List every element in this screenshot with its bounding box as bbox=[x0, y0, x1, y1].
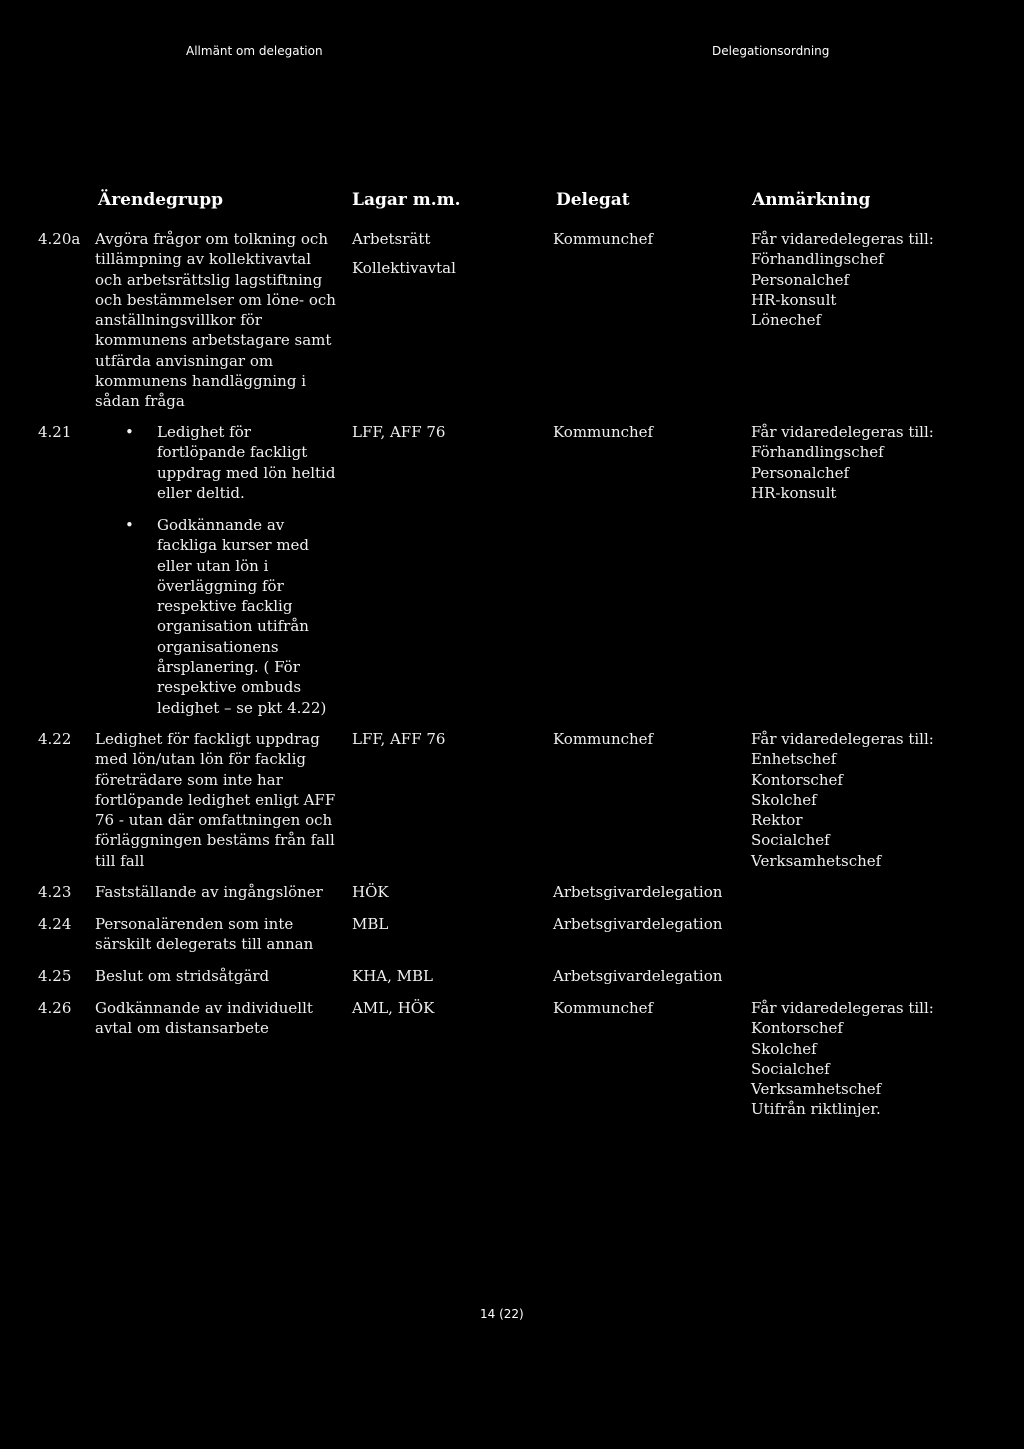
row-remark bbox=[751, 422, 934, 503]
row-description-line: fortlöpande ledighet enligt AFF bbox=[95, 790, 336, 809]
column-header-remark: Anmärkning bbox=[752, 190, 871, 210]
row-description-line: kommunens handläggning i bbox=[95, 372, 306, 391]
row-description-line: avtal om distansarbete bbox=[95, 1019, 269, 1038]
bullet-text-line: fortlöpande fackligt bbox=[157, 443, 308, 462]
row-remark-line: Förhandlingschef bbox=[751, 250, 884, 269]
row-description-line: utfärda anvisningar om bbox=[95, 351, 274, 370]
row-description-line: Avgöra frågor om tolkning och bbox=[95, 230, 328, 248]
row-description-line: Beslut om stridsåtgärd bbox=[95, 967, 270, 985]
bullet-text-line: överläggning för bbox=[157, 576, 284, 595]
row-remark-line: Verksamhetschef bbox=[751, 851, 882, 870]
row-number: 4.25 bbox=[38, 967, 72, 985]
row-description-line: Fastställande av ingångslöner bbox=[95, 883, 323, 901]
row-delegate: Kommunchef bbox=[553, 999, 654, 1017]
column-header-group: Ärendegrupp bbox=[98, 190, 224, 210]
row-description-line: och arbetsrättslig lagstiftning bbox=[95, 270, 323, 289]
row-remark bbox=[751, 998, 934, 1120]
row-laws-line: LFF, AFF 76 bbox=[352, 730, 446, 748]
row-laws bbox=[352, 422, 445, 442]
row-description-line: sådan fråga bbox=[95, 392, 185, 411]
bullet-text-line: organisation utifrån bbox=[157, 617, 309, 636]
row-description-line: förläggningen bestäms från fall bbox=[95, 831, 335, 850]
row-delegate: Kommunchef bbox=[553, 230, 654, 248]
row-delegate: Kommunchef bbox=[553, 423, 654, 441]
column-header-laws: Lagar m.m. bbox=[352, 190, 461, 210]
row-description bbox=[95, 729, 335, 871]
row-description-line: kommunens arbetstagare samt bbox=[95, 331, 332, 350]
row-laws-line: KHA, MBL bbox=[352, 967, 433, 985]
row-remark-line: Skolchef bbox=[751, 1039, 817, 1058]
row-remark-line: Kontorschef bbox=[751, 770, 843, 789]
row-description-line: Ledighet för fackligt uppdrag bbox=[95, 730, 320, 748]
row-laws bbox=[352, 914, 388, 934]
row-remark-line: Personalchef bbox=[751, 270, 850, 289]
row-description-line: företrädare som inte har bbox=[95, 770, 283, 789]
column-header-delegate: Delegat bbox=[556, 190, 630, 210]
row-delegate: Kommunchef bbox=[553, 730, 654, 748]
row-description bbox=[95, 998, 313, 1039]
row-remark-line: Får vidaredelegeras till: bbox=[751, 999, 934, 1017]
row-remark-line: HR-konsult bbox=[751, 483, 837, 502]
row-number: 4.20a bbox=[38, 230, 81, 248]
row-description-line: med lön/utan lön för facklig bbox=[95, 750, 307, 769]
header-left: Allmänt om delegation bbox=[186, 44, 323, 58]
row-number: 4.26 bbox=[38, 999, 72, 1017]
bullet-text bbox=[157, 422, 335, 503]
row-description bbox=[95, 966, 269, 986]
row-description-line: och bestämmelser om löne- och bbox=[95, 290, 336, 309]
row-laws bbox=[352, 966, 433, 986]
row-laws bbox=[352, 729, 445, 749]
bullet-text-line: organisationens bbox=[157, 637, 279, 656]
row-number: 4.21 bbox=[38, 423, 72, 441]
row-number: 4.24 bbox=[38, 915, 72, 933]
row-description bbox=[95, 882, 323, 902]
row-remark-line: Lönechef bbox=[751, 311, 822, 330]
row-description-line: 76 - utan där omfattningen och bbox=[95, 811, 333, 830]
row-law: Arbetsrätt bbox=[352, 230, 431, 248]
row-remark-line: Enhetschef bbox=[751, 750, 837, 769]
row-remark-line: HR-konsult bbox=[751, 290, 837, 309]
bullet-text bbox=[157, 515, 326, 718]
row-laws-line: LFF, AFF 76 bbox=[352, 423, 446, 441]
bullet-icon: • bbox=[125, 423, 134, 441]
bullet-text-line: uppdrag med lön heltid bbox=[157, 463, 336, 482]
row-remark-line: Socialchef bbox=[751, 831, 830, 850]
row-delegate: Arbetsgivardelegation bbox=[553, 883, 723, 901]
header-right: Delegationsordning bbox=[712, 44, 830, 58]
row-number: 4.22 bbox=[38, 730, 72, 748]
row-remark-line: Rektor bbox=[751, 811, 803, 830]
row-remark-line: Verksamhetschef bbox=[751, 1080, 882, 1099]
bullet-text-line: Ledighet för bbox=[157, 423, 251, 441]
row-description-line: tillämpning av kollektivavtal bbox=[95, 250, 312, 269]
row-description-line: anställningsvillkor för bbox=[95, 311, 262, 330]
row-delegate: Arbetsgivardelegation bbox=[553, 967, 723, 985]
row-law: Kollektivavtal bbox=[352, 259, 456, 277]
row-description-line: Personalärenden som inte bbox=[95, 915, 294, 933]
row-laws bbox=[352, 882, 389, 902]
row-remark-line: Skolchef bbox=[751, 790, 817, 809]
row-remark-line: Får vidaredelegeras till: bbox=[751, 230, 934, 248]
row-remark bbox=[751, 729, 934, 871]
bullet-text-line: respektive ombuds bbox=[157, 678, 302, 697]
page-number: 14 (22) bbox=[480, 1307, 524, 1321]
row-number: 4.23 bbox=[38, 883, 72, 901]
row-remark-line: Socialchef bbox=[751, 1059, 830, 1078]
row-laws-line: AML, HÖK bbox=[352, 999, 435, 1017]
row-description-line: särskilt delegerats till annan bbox=[95, 935, 314, 954]
row-remark-line: Får vidaredelegeras till: bbox=[751, 730, 934, 748]
bullet-text-line: ledighet – se pkt 4.22) bbox=[157, 698, 327, 717]
row-remark-line: Får vidaredelegeras till: bbox=[751, 423, 934, 441]
row-remark bbox=[751, 229, 934, 330]
bullet-text-line: eller utan lön i bbox=[157, 556, 269, 575]
row-remark-line: Kontorschef bbox=[751, 1019, 843, 1038]
row-laws-line: HÖK bbox=[352, 883, 389, 901]
row-remark-line: Utifrån riktlinjer. bbox=[751, 1100, 881, 1119]
row-description-line: till fall bbox=[95, 851, 145, 870]
bullet-text-line: Godkännande av bbox=[157, 516, 285, 534]
row-description bbox=[95, 914, 313, 955]
row-remark-line: Förhandlingschef bbox=[751, 443, 884, 462]
row-remark-line: Personalchef bbox=[751, 463, 850, 482]
row-laws-line: MBL bbox=[352, 915, 389, 933]
row-delegate: Arbetsgivardelegation bbox=[553, 915, 723, 933]
row-laws bbox=[352, 998, 434, 1018]
bullet-text-line: årsplanering. ( För bbox=[157, 658, 300, 677]
bullet-text-line: eller deltid. bbox=[157, 483, 245, 502]
row-description-line: Godkännande av individuellt bbox=[95, 999, 313, 1017]
bullet-icon: • bbox=[125, 516, 134, 534]
row-description bbox=[95, 229, 336, 412]
bullet-text-line: respektive facklig bbox=[157, 597, 293, 616]
bullet-text-line: fackliga kurser med bbox=[157, 536, 310, 555]
